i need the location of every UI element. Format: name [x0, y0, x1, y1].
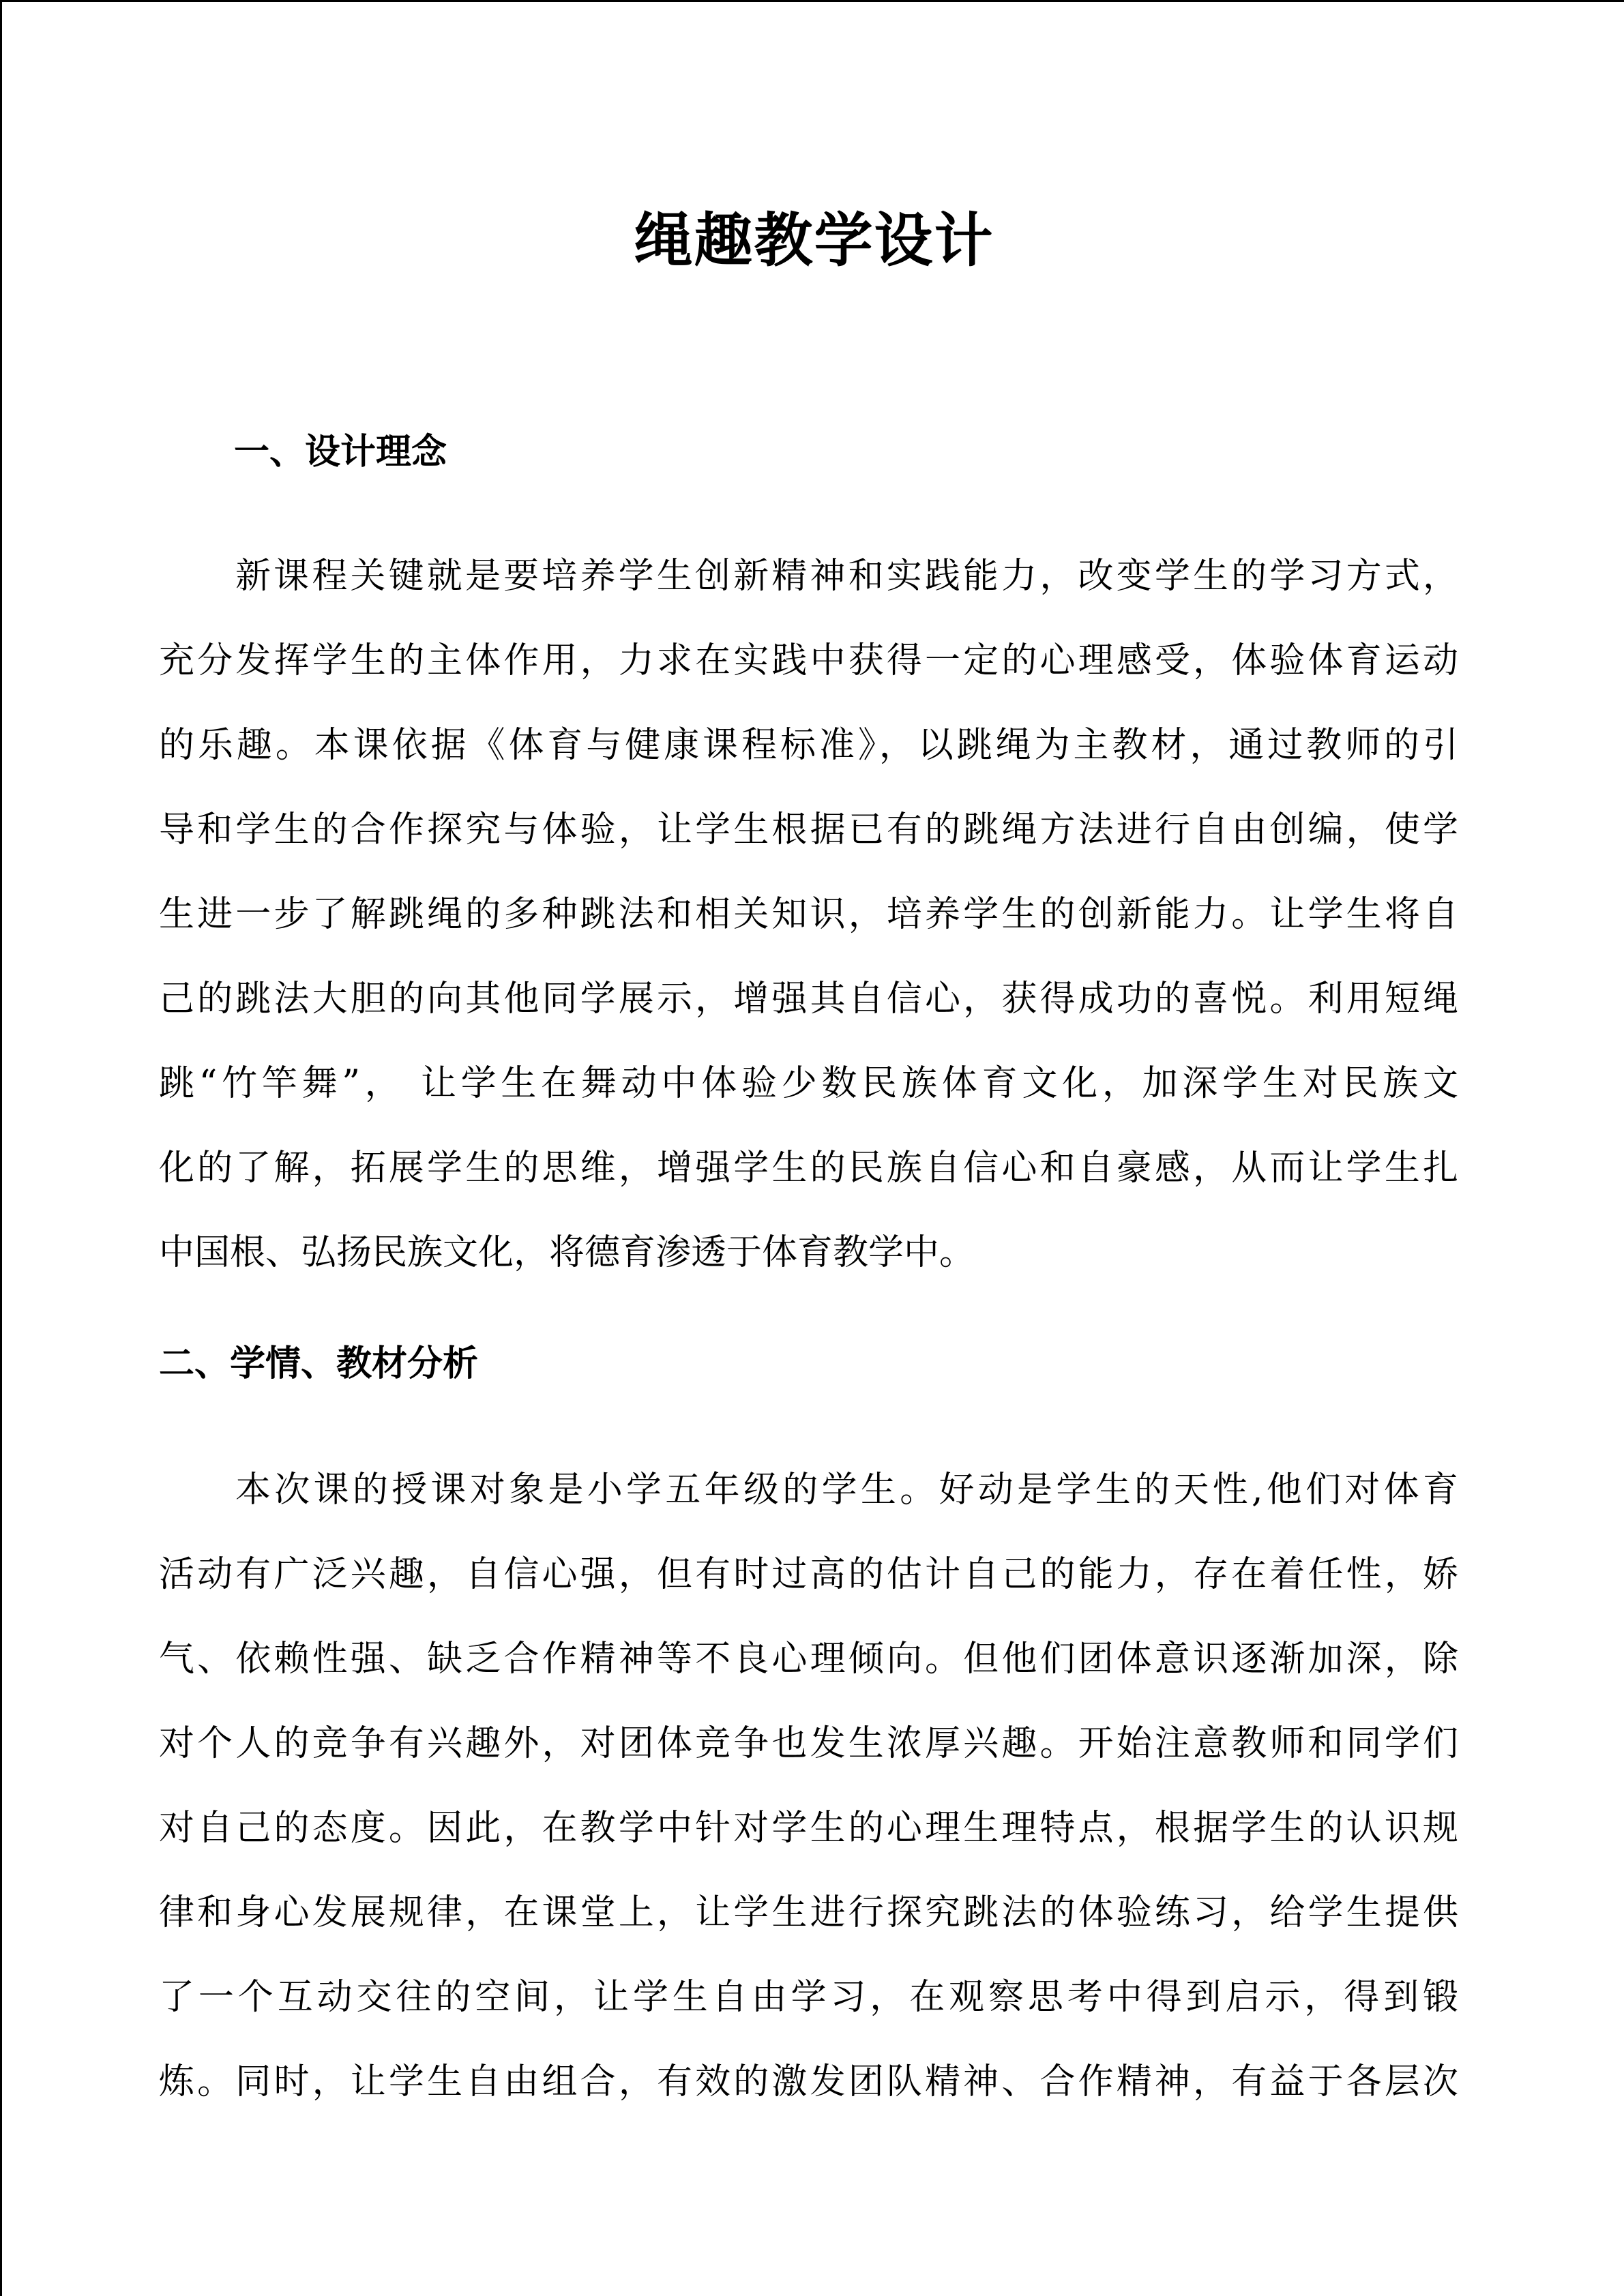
paragraph-line: 本次课的授课对象是小学五年级的学生。好动是学生的天性,他们对体育	[235, 1470, 1458, 1510]
paragraph-line: 新课程关键就是要培养学生创新精神和实践能力，改变学生的学习方式，	[235, 556, 1458, 597]
paragraph-line: 生进一步了解跳绳的多种跳法和相关知识，培养学生的创新能力。让学生将自	[159, 894, 1458, 935]
paragraph-line: 对个人的竞争有兴趣外，对团体竞争也发生浓厚兴趣。开始注意教师和同学们	[159, 1723, 1458, 1764]
paragraph-line: 对自己的态度。因此，在教学中针对学生的心理生理特点，根据学生的认识规	[159, 1808, 1458, 1849]
paragraph-design-concept	[159, 534, 1458, 1295]
paragraph-line: 中国根、弘扬民族文化，将德育渗透于体育教学中。	[159, 1232, 975, 1273]
paragraph-line: 导和学生的合作探究与体验，让学生根据已有的跳绳方法进行自由创编，使学	[159, 809, 1458, 850]
paragraph-learner-analysis	[159, 1448, 1458, 2124]
paragraph-line: 跳“竹竿舞”， 让学生在舞动中体验少数民族体育文化，加深学生对民族文	[159, 1063, 1458, 1104]
paragraph-line: 气、依赖性强、缺乏合作精神等不良心理倾向。但他们团体意识逐渐加深，除	[159, 1639, 1458, 1680]
paragraph-line: 己的跳法大胆的向其他同学展示，增强其自信心，获得成功的喜悦。利用短绳	[159, 979, 1458, 1019]
paragraph-line: 充分发挥学生的主体作用，力求在实践中获得一定的心理感受，体验体育运动	[159, 640, 1458, 681]
document-title: 绳趣教学设计	[634, 207, 994, 275]
section-heading-design-concept: 一、设计理念	[234, 432, 447, 473]
paragraph-line: 化的了解，拓展学生的思维，增强学生的民族自信心和自豪感，从而让学生扎	[159, 1148, 1458, 1189]
paragraph-line: 律和身心发展规律，在课堂上，让学生进行探究跳法的体验练习，给学生提供	[159, 1892, 1458, 1933]
section-heading-learner-analysis: 二、学情、教材分析	[159, 1343, 479, 1384]
paragraph-line: 了一个互动交往的空间，让学生自由学习，在观察思考中得到启示，得到锻	[159, 1977, 1458, 2018]
paragraph-line: 的乐趣。本课依据《体育与健康课程标准》，以跳绳为主教材，通过教师的引	[159, 725, 1458, 766]
paragraph-line: 炼。同时，让学生自由组合，有效的激发团队精神、合作精神，有益于各层次	[159, 2061, 1458, 2102]
paragraph-line: 活动有广泛兴趣，自信心强，但有时过高的估计自己的能力，存在着任性，娇	[159, 1554, 1458, 1595]
